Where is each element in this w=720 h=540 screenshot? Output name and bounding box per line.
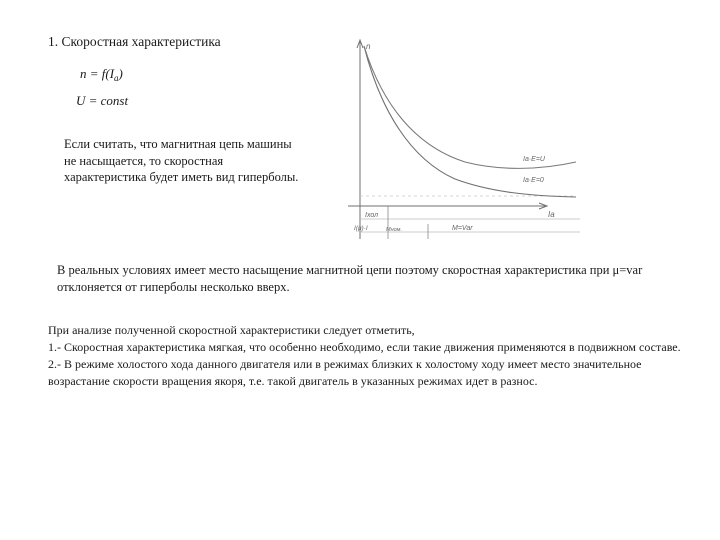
current-label: I(μ)·I [354, 225, 368, 232]
speed-formula [80, 66, 123, 83]
formula-rhs: ) [118, 66, 123, 81]
analysis-point-1: 1.- Скоростная характеристика мягкая, что особенно необходимо, если такие движения применяются в подвижном составе. [48, 340, 681, 354]
hyperbola-paragraph: Если считать, что магнитная цепь машины не насыщается, то скоростная характеристика будет иметь вид гиперболы. [64, 137, 299, 184]
y-axis-label: n [366, 42, 371, 51]
x-axis-label: Ia [548, 210, 555, 219]
no-load-label: Iхол [365, 212, 379, 219]
saturation-paragraph: В реальных условиях имеет место насыщение магнитной цепи поэтому скоростная характеристика при μ=var отклоняется от гиперболы несколько вверх. [57, 263, 643, 294]
formula-lhs: n = f(I [80, 66, 115, 81]
hyperbola-curve [364, 46, 576, 197]
section-heading: 1. Скоростная характеристика [48, 34, 221, 49]
var-label: M=Var [452, 225, 473, 232]
speed-characteristic-graph [340, 34, 590, 244]
voltage-formula: U = const [76, 93, 129, 108]
saturated-curve [364, 46, 576, 168]
rated-label: Mном. [386, 227, 402, 233]
analysis-paragraph [48, 322, 688, 390]
upper-curve-label: Ia·E=U [523, 156, 545, 163]
formula-subscript: a [114, 73, 119, 83]
analysis-intro: При анализе полученной скоростной характеристики следует отметить, [48, 323, 415, 337]
lower-curve-label: Ia·E=0 [523, 177, 544, 184]
analysis-point-2: 2.- В режиме холостого хода данного двигателя или в режимах близких к холостому ходу имеет место значительное возрастание скорости вращения якоря, т.е. такой двигатель в указанных режимах идет в разнос. [48, 357, 642, 388]
